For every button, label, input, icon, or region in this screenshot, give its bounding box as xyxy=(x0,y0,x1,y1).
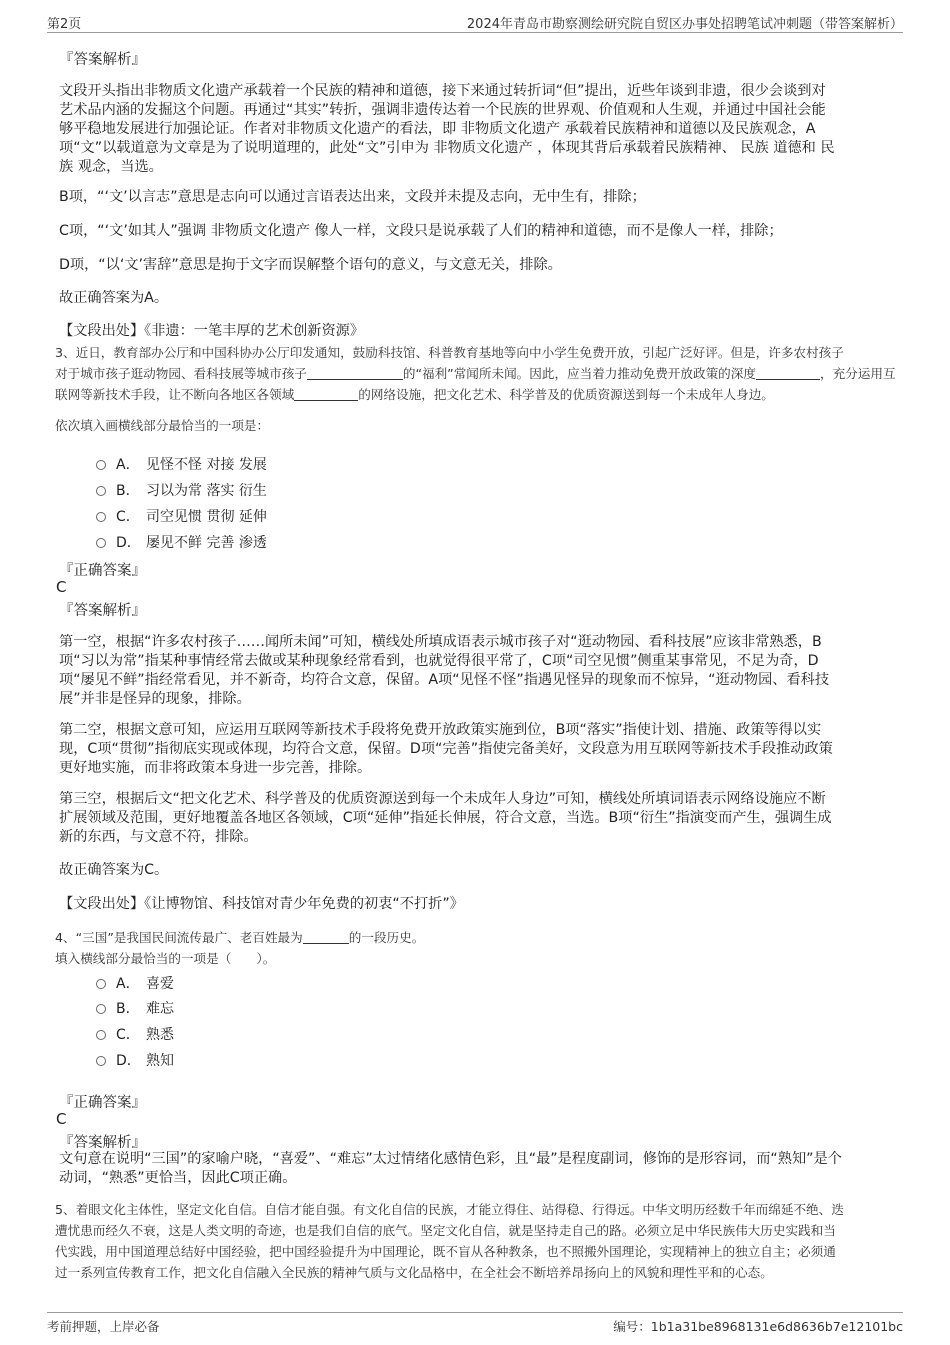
text-line: 3、近日，教育部办公厅和中国科协办公厅印发通知，鼓励科技馆、科普教育基地等向中小学生免费开放，引起广泛好评。但是，许多农村孩子 xyxy=(55,345,844,360)
q3-prompt: 依次填入画横线部分最恰当的一项是： xyxy=(55,418,270,433)
q3-correct-answer: C xyxy=(56,578,67,596)
radio-icon[interactable] xyxy=(96,1056,106,1066)
page-header xyxy=(47,10,903,33)
q4-prompt: 填入横线部分最恰当的一项是（ ）。 xyxy=(55,951,276,966)
document-title: 2024年青岛市勘察测绘研究院自贸区办事处招聘笔试冲刺题（带答案解析） xyxy=(466,17,903,32)
text-line: 文句意在说明“三国”的家喻户晓，“喜爱”、“难忘”太过情绪化感情色彩，且“最”是程度副词，修饰的是形容词，而“熟知”是个 xyxy=(59,1151,842,1167)
radio-icon[interactable] xyxy=(96,1030,106,1040)
q3-analysis-label: 『答案解析』 xyxy=(59,603,146,619)
q4-option-c[interactable]: C． 熟悉 xyxy=(96,1024,174,1044)
q5-stem xyxy=(55,1199,844,1283)
text-line: 新的东西，与文意不符，排除。 xyxy=(59,829,258,845)
q2-option-c-analysis: C项，“‘文’如其人”强调 非物质文化遗产 像人一样，文段只是说承载了人们的精神和道德，而不是像人一样，排除； xyxy=(59,223,783,239)
text-line: 联网等新技术手段，让不断向各地区各领域 的网络设施，把文化艺术、科学普及的优质资源送到每一个未成年人身边。 xyxy=(55,387,774,402)
q2-option-d-analysis: D项，“以‘文’害辞”意思是拘于文字而误解整个语句的意义，与文意无关，排除。 xyxy=(59,257,562,273)
text-line: 5、着眼文化主体性，坚定文化自信。自信才能自强。有文化自信的民族，才能立得住、站得稳、行得远。中华文明历经数千年而绵延不绝、迭 xyxy=(55,1202,844,1217)
document-id: 编号：1b1a31be8968131e6d8636b7e12101bc xyxy=(613,1319,903,1334)
q4-stem: 4、“三国”是我国民间流传最广、老百姓最为 的一段历史。 xyxy=(55,930,425,945)
q3-source: 【文段出处】《让博物馆、科技馆对青少年免费的初衷“不打折”》 xyxy=(59,896,464,912)
text-line: 展”并非是怪异的现象，排除。 xyxy=(59,691,251,707)
text-line: 文段开头指出非物质文化遗产承载着一个民族的精神和道德，接下来通过转折词“但”提出，近些年谈到非遗，很少会谈到对 xyxy=(59,83,826,99)
q2-analysis-p1 xyxy=(59,82,835,177)
text-line: 第一空，根据“许多农村孩子……闻所未闻”可知，横线处所填成语表示城市孩子对“逛动物园、看科技展”应该非常熟悉，B xyxy=(59,634,822,650)
text-line: 过一系列宣传教育工作，把文化自信融入全民族的精神气质与文化品格中，在全社会不断培养昂扬向上的风貌和理性平和的心态。 xyxy=(55,1265,773,1280)
q4-correct-label: 『正确答案』 xyxy=(59,1095,146,1111)
fill-blank xyxy=(303,931,349,944)
q3-analysis-p1 xyxy=(59,633,829,709)
text-line: 项“文”以载道意为文章是为了说明道理的，此处“文”引申为 非物质文化遗产 ，体现其背后承载着民族精神、 民族 道德和 民 xyxy=(59,140,835,156)
text-line: 现，C项“贯彻”指彻底实现或体现，均符合文意，保留。D项“完善”指使完备美好，文段意为用互联网等新技术手段推动政策 xyxy=(59,741,833,757)
text-line: 动词，“熟悉”更恰当，因此C项正确。 xyxy=(59,1170,297,1186)
page-number: 第2页 xyxy=(47,17,82,32)
page-footer xyxy=(47,1312,903,1337)
radio-icon[interactable] xyxy=(96,1004,106,1014)
q3-stem xyxy=(55,342,896,405)
text-line: 第三空，根据后文“把文化艺术、科学普及的优质资源送到每一个未成年人身边”可知，横线处所填词语表示网络设施应不断 xyxy=(59,791,826,807)
radio-icon[interactable] xyxy=(96,512,106,522)
text-line: 够平稳地发展进行加强论证。作者对非物质文化遗产的看法，即 非物质文化遗产 承载着民族精神和道德以及民族观念，A xyxy=(59,121,816,137)
q2-analysis-label: 『答案解析』 xyxy=(59,52,146,68)
text-line: 更好地实施，而非将政策本身进一步完善，排除。 xyxy=(59,760,372,776)
text-line: 遭忧患而经久不衰，这是人类文明的奇迹，也是我们自信的底气。坚定文化自信，就是坚持走自己的路。必须立足中华民族伟大历史实践和当 xyxy=(55,1223,836,1238)
q4-analysis xyxy=(59,1150,842,1188)
radio-icon[interactable] xyxy=(96,486,106,496)
q3-option-a[interactable]: A． 见怪不怪 对接 发展 xyxy=(96,454,267,474)
q4-option-b[interactable]: B． 难忘 xyxy=(96,998,174,1018)
q3-analysis-p2 xyxy=(59,721,833,778)
fill-blank-3 xyxy=(294,388,358,401)
radio-icon[interactable] xyxy=(96,979,106,989)
q2-option-b-analysis: B项，“‘文’以言志”意思是志向可以通过言语表达出来，文段并未提及志向，无中生有，排除； xyxy=(59,189,646,205)
q3-option-b[interactable]: B． 习以为常 落实 衍生 xyxy=(96,480,267,500)
q3-correct-label: 『正确答案』 xyxy=(59,563,146,579)
q3-option-c[interactable]: C． 司空见惯 贯彻 延伸 xyxy=(96,506,267,526)
q2-conclusion: 故正确答案为A。 xyxy=(59,290,169,306)
fill-blank-1 xyxy=(307,367,403,380)
text-line: 对于城市孩子逛动物园、看科技展等城市孩子 的“福利”常闻所未闻。因此，应当着力推动免费开放政策的深度 ，充分运用互 xyxy=(55,366,896,381)
text-line: 项“习以为常”指某种事情经常去做或某种现象经常看到，也就觉得很平常了，C项“司空见惯”侧重某事常见，不足为奇，D xyxy=(59,653,819,669)
text-line: 扩展领域及范围，更好地覆盖各地区各领域，C项“延伸”指延长伸展，符合文意，当选。B项“衍生”指演变而产生，强调生成 xyxy=(59,810,832,826)
q4-option-a[interactable]: A． 喜爱 xyxy=(96,973,174,993)
q4-correct-answer: C xyxy=(56,1110,67,1128)
radio-icon[interactable] xyxy=(96,460,106,470)
q4-analysis-label: 『答案解析』 xyxy=(59,1135,146,1151)
q3-analysis-p3 xyxy=(59,790,832,847)
text-line: 艺术品内涵的发掘这个问题。再通过“其实”转折，强调非遗传达着一个民族的世界观、价值观和人生观，并通过中国社会能 xyxy=(59,102,826,118)
q2-source: 【文段出处】《非遗：一笔丰厚的艺术创新资源》 xyxy=(59,323,365,339)
text-line: 代实践，用中国道理总结好中国经验，把中国经验提升为中国理论，既不盲从各种教条，也不照搬外国理论，实现精神上的独立自主；必须通 xyxy=(55,1244,836,1259)
q3-conclusion: 故正确答案为C。 xyxy=(59,862,169,878)
q4-option-d[interactable]: D． 熟知 xyxy=(96,1050,174,1070)
fill-blank-2 xyxy=(756,367,820,380)
text-line: 第二空，根据文意可知，应运用互联网等新技术手段将免费开放政策实施到位，B项“落实”指使计划、措施、政策等得以实 xyxy=(59,722,822,738)
q3-option-d[interactable]: D． 屡见不鲜 完善 渗透 xyxy=(96,532,267,552)
text-line: 项“屡见不鲜”指经常看见，并不新奇，均符合文意，保留。A项“见怪不怪”指遇见怪异的现象而不惊异，“逛动物园、看科技 xyxy=(59,672,830,688)
footer-slogan: 考前押题，上岸必备 xyxy=(47,1319,160,1334)
radio-icon[interactable] xyxy=(96,538,106,548)
text-line: 族 观念，当选。 xyxy=(59,159,163,175)
